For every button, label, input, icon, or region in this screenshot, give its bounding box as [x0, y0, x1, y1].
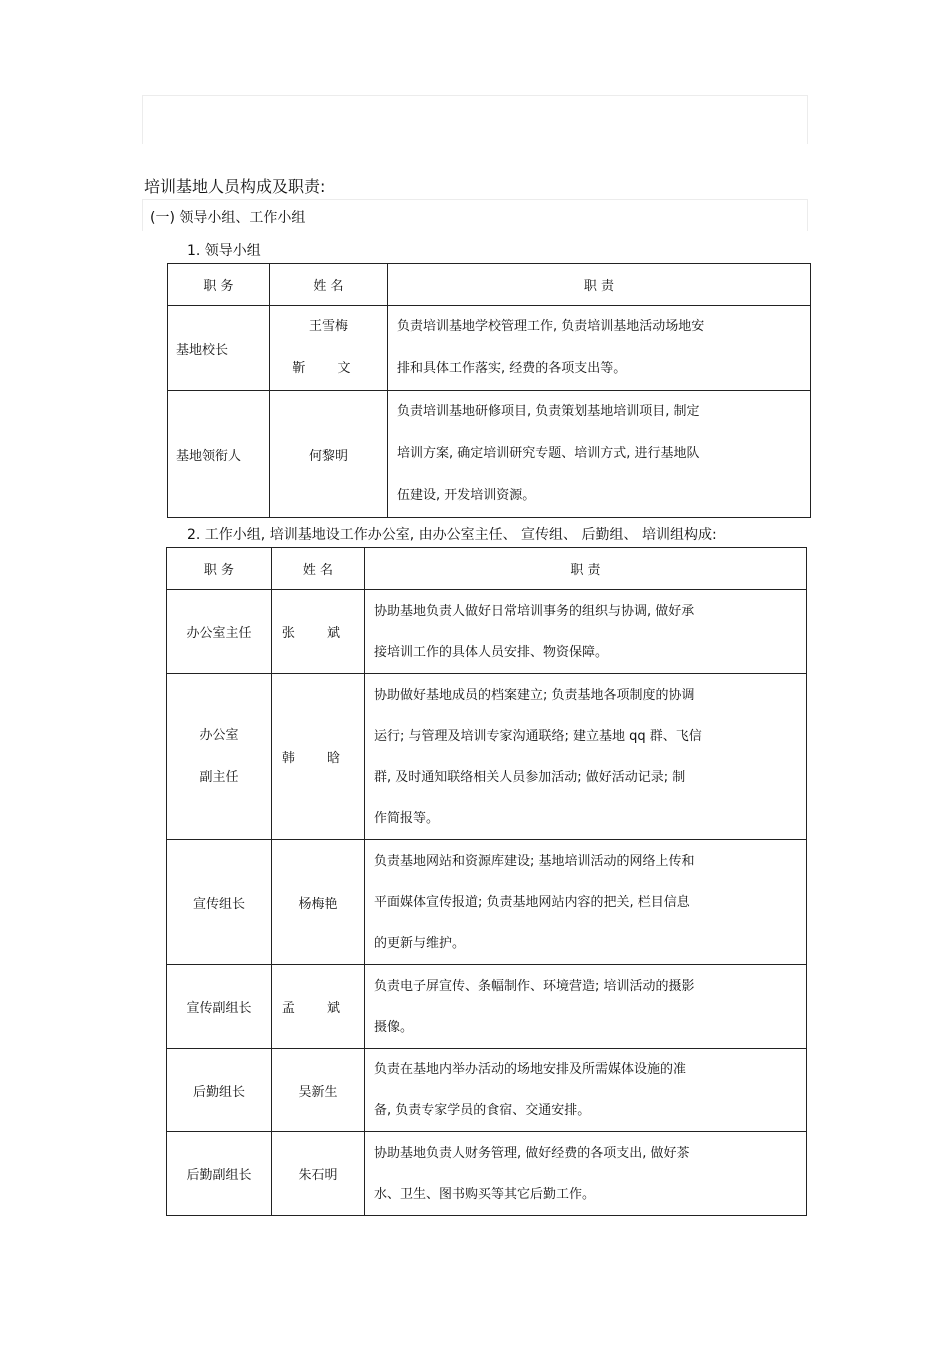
header-role: 职 务 — [168, 264, 270, 306]
duty-line: 备, 负责专家学员的食宿、交通安排。 — [374, 1103, 591, 1118]
table-row — [168, 391, 811, 518]
name-cell: 吴新生 — [272, 1049, 365, 1132]
duty-line: 负责培训基地研修项目, 负责策划基地培训项目, 制定 — [397, 404, 700, 419]
name-line: 靳 文 — [292, 361, 365, 376]
subsection-leadership: 1. 领导小组 — [187, 243, 261, 259]
duty-line: 负责电子屏宣传、条幅制作、环境营造; 培训活动的摄影 — [374, 978, 695, 994]
header-duty: 职 责 — [388, 264, 811, 306]
duty-line: 群, 及时通知联络相关人员参加活动; 做好活动记录; 制 — [374, 769, 686, 785]
table-row — [167, 1132, 807, 1216]
table-row — [168, 306, 811, 391]
role-cell: 宣传组长 — [167, 840, 272, 965]
header-duty: 职 责 — [365, 548, 807, 590]
table-row — [167, 590, 807, 674]
header-name: 姓 名 — [270, 264, 388, 306]
role-cell — [167, 674, 272, 840]
duty-line: 水、卫生、图书购买等其它后勤工作。 — [374, 1186, 596, 1202]
duty-cell — [365, 1132, 807, 1216]
duty-line: 负责培训基地学校管理工作, 负责培训基地活动场地安 — [397, 319, 705, 334]
role-cell: 宣传副组长 — [167, 965, 272, 1049]
duty-line: 平面媒体宣传报道; 负责基地网站内容的把关, 栏目信息 — [374, 894, 690, 910]
page-title: 培训基地人员构成及职责: — [144, 177, 326, 196]
duty-cell — [365, 840, 807, 965]
table-row — [167, 965, 807, 1049]
table-row — [167, 840, 807, 965]
duty-line: 作简报等。 — [374, 810, 440, 826]
table-header-row — [167, 548, 807, 590]
name-cell: 孟 斌 — [272, 965, 365, 1049]
duty-line: 的更新与维护。 — [374, 935, 466, 951]
name-cell: 杨梅艳 — [272, 840, 365, 965]
duty-cell — [388, 306, 811, 391]
duty-line: 摄像。 — [374, 1019, 414, 1035]
role-cell: 后勤组长 — [167, 1049, 272, 1132]
header-frame — [142, 95, 808, 144]
duty-cell — [365, 674, 807, 840]
duty-cell — [365, 965, 807, 1049]
duty-line: 排和具体工作落实, 经费的各项支出等。 — [397, 361, 627, 376]
name-cell: 何黎明 — [270, 391, 388, 518]
role-line: 副主任 — [199, 769, 239, 785]
duty-line: 伍建设, 开发培训资源。 — [397, 488, 536, 503]
role-cell: 基地校长 — [168, 306, 270, 391]
leadership-table — [167, 263, 811, 518]
duty-line: 培训方案, 确定培训研究专题、培训方式, 进行基地队 — [397, 446, 700, 461]
duty-line: 接培训工作的具体人员安排、物资保障。 — [374, 644, 609, 660]
table-header-row — [168, 264, 811, 306]
name-cell: 朱石明 — [272, 1132, 365, 1216]
subsection-working-group: 2. 工作小组, 培训基地设工作办公室, 由办公室主任、 宣传组、 后勤组、 培训组构成: — [187, 527, 717, 543]
name-cell: 韩 晗 — [272, 674, 365, 840]
name-cell — [270, 306, 388, 391]
header-name: 姓 名 — [272, 548, 365, 590]
duty-line: 负责在基地内举办活动的场地安排及所需媒体设施的准 — [374, 1062, 687, 1077]
role-cell: 办公室主任 — [167, 590, 272, 674]
duty-cell — [365, 590, 807, 674]
duty-line: 运行; 与管理及培训专家沟通联络; 建立基地 qq 群、飞信 — [374, 728, 702, 744]
duty-cell — [365, 1049, 807, 1132]
section-heading: (一) 领导小组、工作小组 — [150, 210, 306, 226]
duty-line: 协助做好基地成员的档案建立; 负责基地各项制度的协调 — [374, 687, 695, 703]
duty-line: 协助基地负责人做好日常培训事务的组织与协调, 做好承 — [374, 603, 695, 619]
header-role: 职 务 — [167, 548, 272, 590]
name-cell: 张 斌 — [272, 590, 365, 674]
role-line: 办公室 — [199, 727, 239, 743]
table-row — [167, 1049, 807, 1132]
duty-line: 协助基地负责人财务管理, 做好经费的各项支出, 做好茶 — [374, 1145, 690, 1161]
duty-cell — [388, 391, 811, 518]
role-cell: 后勤副组长 — [167, 1132, 272, 1216]
name-line: 王雪梅 — [308, 319, 348, 334]
duty-line: 负责基地网站和资源库建设; 基地培训活动的网络上传和 — [374, 853, 695, 869]
table-row — [167, 674, 807, 840]
working-group-table — [166, 547, 807, 1216]
role-cell: 基地领衔人 — [168, 391, 270, 518]
